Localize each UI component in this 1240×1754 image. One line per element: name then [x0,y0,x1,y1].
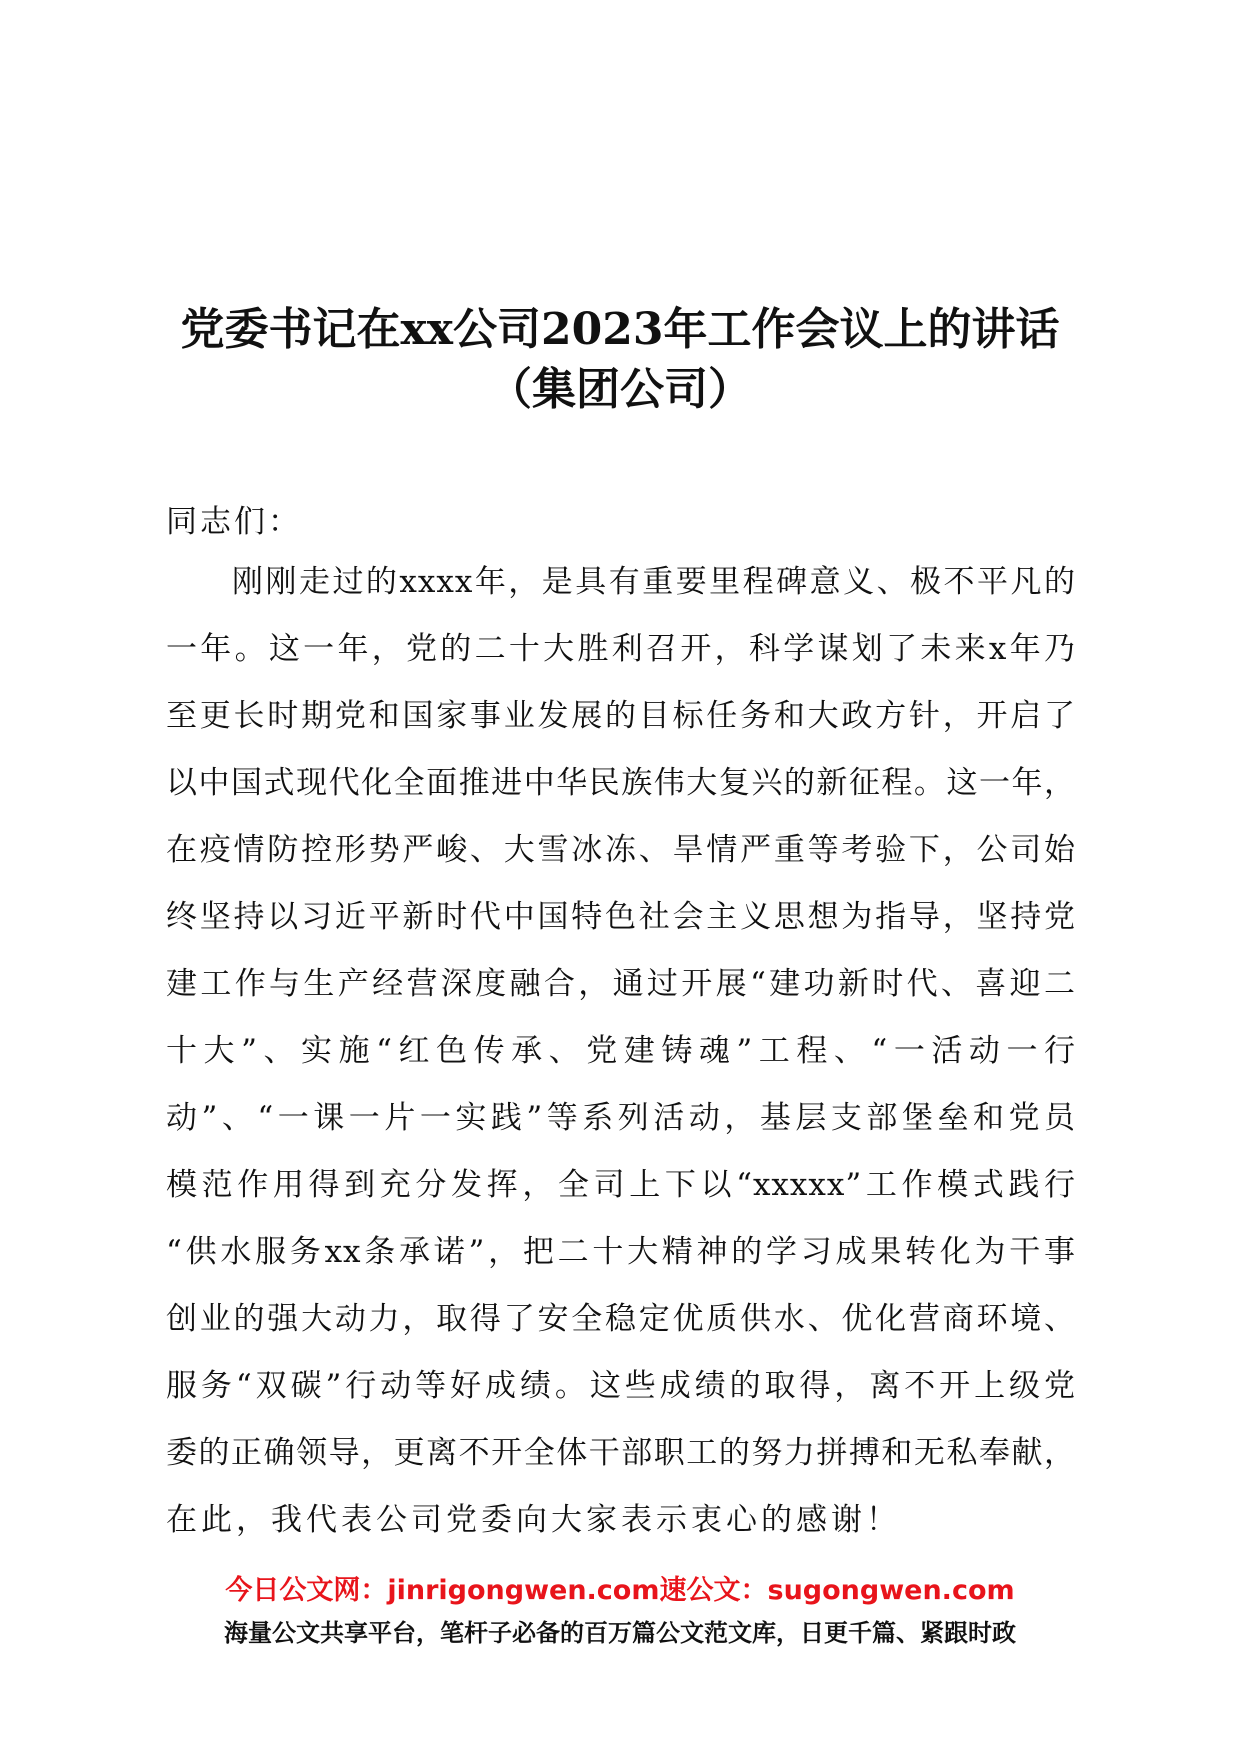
body-line: 委的正确领导，更离不开全体干部职工的努力拼搏和无私奉献， [166,1435,1076,1471]
body-line: 十大”、实施“红色传承、党建铸魂”工程、“一活动一行 [166,1033,1076,1069]
body-line: 动”、“一课一片一实践”等系列活动，基层支部堡垒和党员 [166,1100,1076,1136]
body-paragraph [166,560,1076,1565]
body-line: 终坚持以习近平新时代中国特色社会主义思想为指导，坚持党 [166,899,1076,935]
body-line: “供水服务xx条承诺”，把二十大精神的学习成果转化为干事 [166,1234,1076,1270]
body-line: 模范作用得到充分发挥，全司上下以“xxxxx”工作模式践行 [166,1167,1076,1203]
footer-site-links[interactable]: 今日公文网：jinrigongwen.com速公文：sugongwen.com [225,1575,1015,1606]
body-line: 以中国式现代化全面推进中华民族伟大复兴的新征程。这一年， [166,765,1076,801]
footer-slogan: 海量公文共享平台，笔杆子必备的百万篇公文范文库，日更千篇、紧跟时政 [224,1619,1016,1647]
body-line: 在疫情防控形势严峻、大雪冰冻、旱情严重等考验下，公司始 [166,832,1076,868]
salutation: 同志们： [166,504,302,540]
title-line-subtitle: （集团公司） [488,364,752,415]
footer-watermark [0,1573,1240,1651]
body-line: 创业的强大动力，取得了安全稳定优质供水、优化营商环境、 [166,1301,1076,1337]
body-line: 服务“双碳”行动等好成绩。这些成绩的取得，离不开上级党 [166,1368,1076,1404]
body-line: 至更长时期党和国家事业发展的目标任务和大政方针，开启了 [166,698,1076,734]
document-title [140,300,1100,420]
body-line: 在此，我代表公司党委向大家表示衷心的感谢！ [166,1502,901,1538]
body-line: 建工作与生产经营深度融合，通过开展“建功新时代、喜迎二 [166,966,1076,1002]
body-line: 一年。这一年，党的二十大胜利召开，科学谋划了未来x年乃 [166,631,1076,667]
body-line: 刚刚走过的xxxx年，是具有重要里程碑意义、极不平凡的 [232,564,1076,600]
title-line-main: 党委书记在xx公司2023年工作会议上的讲话 [180,304,1060,355]
